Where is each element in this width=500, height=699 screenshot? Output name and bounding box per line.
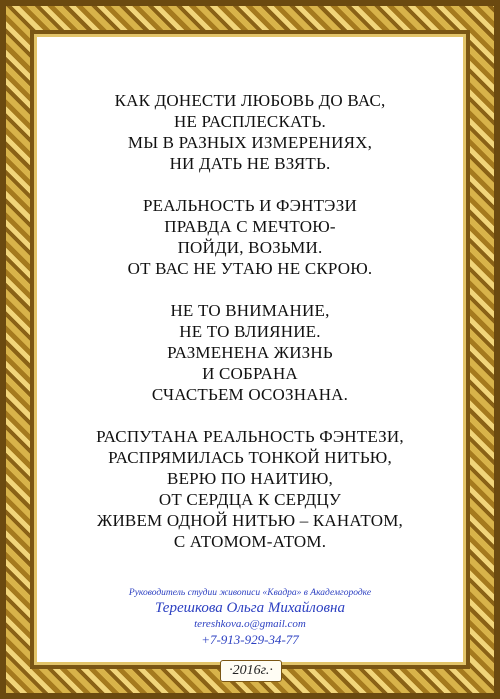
- poem-line: НЕ ТО ВНИМАНИЕ,: [170, 301, 330, 320]
- poem-line: ПОЙДИ, ВОЗЬМИ.: [177, 238, 323, 257]
- poem-line: ЖИВЕМ ОДНОЙ НИТЬЮ – КАНАТОМ,: [97, 511, 403, 530]
- poem-line: ВЕРЮ ПО НАИТИЮ,: [167, 469, 333, 488]
- poem: [50, 90, 450, 552]
- poem-line: РАСПУТАНА РЕАЛЬНОСТЬ ФЭНТЕЗИ,: [96, 427, 404, 446]
- author-phone: +7-913-929-34-77: [201, 632, 299, 647]
- poem-stanza: [50, 90, 450, 174]
- poem-line: НИ ДАТЬ НЕ ВЗЯТЬ.: [169, 154, 331, 173]
- poem-line: С АТОМОМ-АТОМ.: [173, 532, 327, 551]
- poem-line: КАК ДОНЕСТИ ЛЮБОВЬ ДО ВАС,: [114, 91, 386, 110]
- poem-line: СЧАСТЬЕМ ОСОЗНАНА.: [151, 385, 349, 404]
- author-name: Терешкова Ольга Михайловна: [155, 600, 345, 616]
- poem-stanza: [50, 426, 450, 552]
- poem-line: МЫ В РАЗНЫХ ИЗМЕРЕНИЯХ,: [127, 133, 373, 152]
- poem-line: ОТ СЕРДЦА К СЕРДЦУ: [158, 490, 342, 509]
- poem-stanza: [50, 195, 450, 279]
- poem-line: РАЗМЕНЕНА ЖИЗНЬ: [167, 343, 333, 362]
- poem-line: НЕ ТО ВЛИЯНИЕ.: [179, 322, 321, 341]
- author-credits: [60, 587, 440, 648]
- poem-line: ПРАВДА С МЕЧТОЮ-: [164, 217, 336, 236]
- poem-line: РЕАЛЬНОСТЬ И ФЭНТЭЗИ: [143, 196, 357, 215]
- poem-line: И СОБРАНА: [202, 364, 298, 383]
- year-plate: ·2016г.·: [220, 660, 282, 682]
- author-email: tereshkova.o@gmail.com: [194, 618, 306, 630]
- studio-subtitle: Руководитель студии живописи «Квадра» в Академгородке: [128, 588, 372, 598]
- poem-line: ОТ ВАС НЕ УТАЮ НЕ СКРОЮ.: [127, 259, 373, 278]
- poem-line: РАСПРЯМИЛАСЬ ТОНКОЙ НИТЬЮ,: [108, 448, 392, 467]
- poem-line: НЕ РАСПЛЕСКАТЬ.: [173, 112, 326, 131]
- poem-stanza: [50, 300, 450, 405]
